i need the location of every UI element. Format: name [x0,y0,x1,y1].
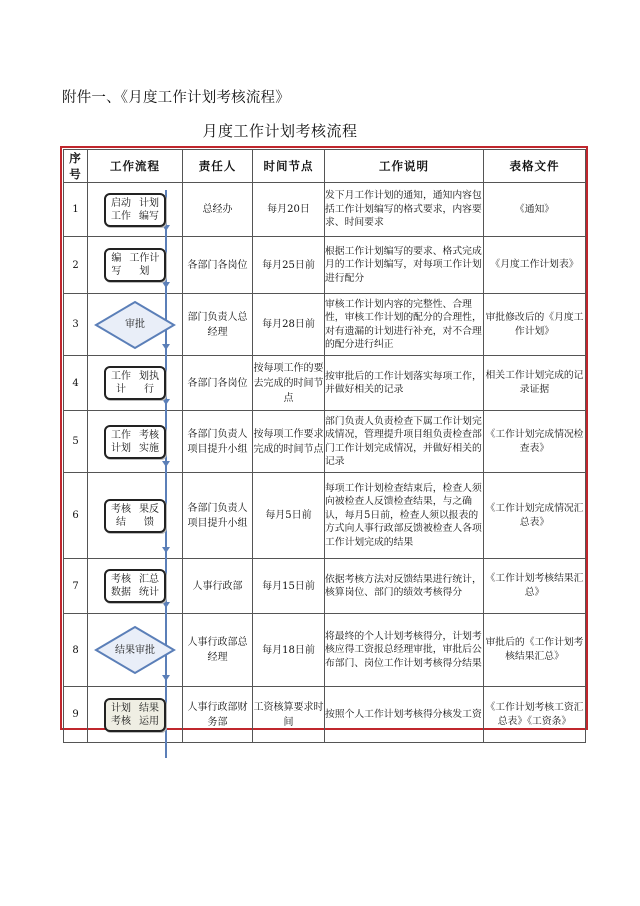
document-cell: 《工作计划考核结果汇总》 [484,559,586,614]
process-step-box: 考核结 果反馈 [104,499,166,533]
table-row [64,356,586,411]
row-number: 4 [64,356,88,411]
flow-cell [88,473,183,559]
owner-cell: 人事行政部财务部 [183,687,253,743]
flow-arrowhead [162,399,170,405]
flow-arrowhead [162,547,170,553]
description-cell: 每项工作计划检查结束后，检查人须向被检查人反馈检查结果，与之确认，每月5日前，检查人须以报表的方式向人事行政部反馈被检查人各项工作计划完成的结果 [325,473,484,559]
table-row [64,687,586,743]
row-number: 3 [64,294,88,356]
owner-cell: 各部门各岗位 [183,356,253,411]
process-step-box: 计划考核 结果运用 [104,698,166,732]
time-cell: 每月5日前 [253,473,325,559]
table-header-row [64,150,586,183]
description-cell: 将最终的个人计划考核得分，计划考核应得工资报总经理审批，审批后公布部门、岗位工作计划考核得分结果 [325,614,484,687]
header-no: 序号 [64,150,88,183]
document-cell: 《通知》 [484,183,586,237]
header-doc: 表格文件 [484,150,586,183]
process-step-box: 工作计划 考核实施 [104,425,166,459]
owner-cell: 各部门负责人项目提升小组 [183,411,253,473]
table-row [64,473,586,559]
flow-step-label: 审批 [125,319,145,330]
flow-arrowhead [162,675,170,681]
flow-step-label: 结果审批 [115,644,155,656]
row-number: 8 [64,614,88,687]
table-row [64,614,586,687]
process-table-frame [60,146,588,730]
row-number: 1 [64,183,88,237]
flow-cell [88,687,183,743]
row-number: 7 [64,559,88,614]
owner-cell: 各部门负责人项目提升小组 [183,473,253,559]
time-cell: 每月28日前 [253,294,325,356]
table-row [64,183,586,237]
description-cell: 根据工作计划编写的要求、格式完成月的工作计划编写，对每项工作计划进行配分 [325,237,484,294]
table-title: 月度工作计划考核流程 [202,122,358,140]
row-number: 2 [64,237,88,294]
owner-cell: 人事行政部总经理 [183,614,253,687]
document-cell: 审批后的《工作计划考核结果汇总》 [484,614,586,687]
header-time: 时间节点 [253,150,325,183]
description-cell: 按照个人工作计划考核得分核发工资 [325,687,484,743]
row-number: 6 [64,473,88,559]
header-flow: 工作流程 [88,150,183,183]
time-cell: 每月18日前 [253,614,325,687]
row-number: 5 [64,411,88,473]
description-cell: 依据考核方法对反馈结果进行统计，核算岗位、部门的绩效考核得分 [325,559,484,614]
description-cell: 部门负责人负责检查下属工作计划完成情况，管理提升项目组负责检查部门工作计划完成情况，并做好相关的记录 [325,411,484,473]
document-cell: 《工作计划考核工资汇总表》《工资条》 [484,687,586,743]
flow-arrowhead [162,602,170,608]
flow-arrowhead [162,282,170,288]
process-step-box: 编写 工作计划 [104,248,166,282]
table-row [64,411,586,473]
table-row [64,294,586,356]
flow-cell [88,294,183,356]
owner-cell: 各部门各岗位 [183,237,253,294]
table-row [64,237,586,294]
process-table [63,149,586,743]
process-step-box: 启动工作 计划编写 [104,193,166,227]
document-heading: 附件一、《月度工作计划考核流程》 [62,90,290,106]
process-step-box: 工作计 划执行 [104,366,166,400]
time-cell: 按每项工作要求完成的时间节点 [253,411,325,473]
flow-arrowhead [162,461,170,467]
table-row [64,559,586,614]
document-cell: 相关工作计划完成的记录证据 [484,356,586,411]
flow-arrowhead [162,225,170,231]
time-cell: 每月15日前 [253,559,325,614]
time-cell: 每月20日 [253,183,325,237]
document-cell: 《工作计划完成情况汇总表》 [484,473,586,559]
time-cell: 每月25日前 [253,237,325,294]
document-cell: 《工作计划完成情况检查表》 [484,411,586,473]
owner-cell: 部门负责人总经理 [183,294,253,356]
document-cell: 审批修改后的《月度工作计划》 [484,294,586,356]
header-desc: 工作说明 [325,150,484,183]
decision-diamond [94,300,176,350]
description-cell: 发下月工作计划的通知，通知内容包括工作计划编写的格式要求，内容要求、时间要求 [325,183,484,237]
description-cell: 按审批后的工作计划落实每项工作，并做好相关的记录 [325,356,484,411]
decision-diamond [94,625,176,675]
process-step-box: 考核数据 汇总统计 [104,569,166,603]
description-cell: 审核工作计划内容的完整性、合理性，审核工作计划的配分的合理性，对有遗漏的计划进行补充，对不合理的配分进行纠正 [325,294,484,356]
owner-cell: 总经办 [183,183,253,237]
owner-cell: 人事行政部 [183,559,253,614]
document-cell: 《月度工作计划表》 [484,237,586,294]
time-cell: 按每项工作的要去完成的时间节点 [253,356,325,411]
time-cell: 工资核算要求时间 [253,687,325,743]
header-owner: 责任人 [183,150,253,183]
row-number: 9 [64,687,88,743]
